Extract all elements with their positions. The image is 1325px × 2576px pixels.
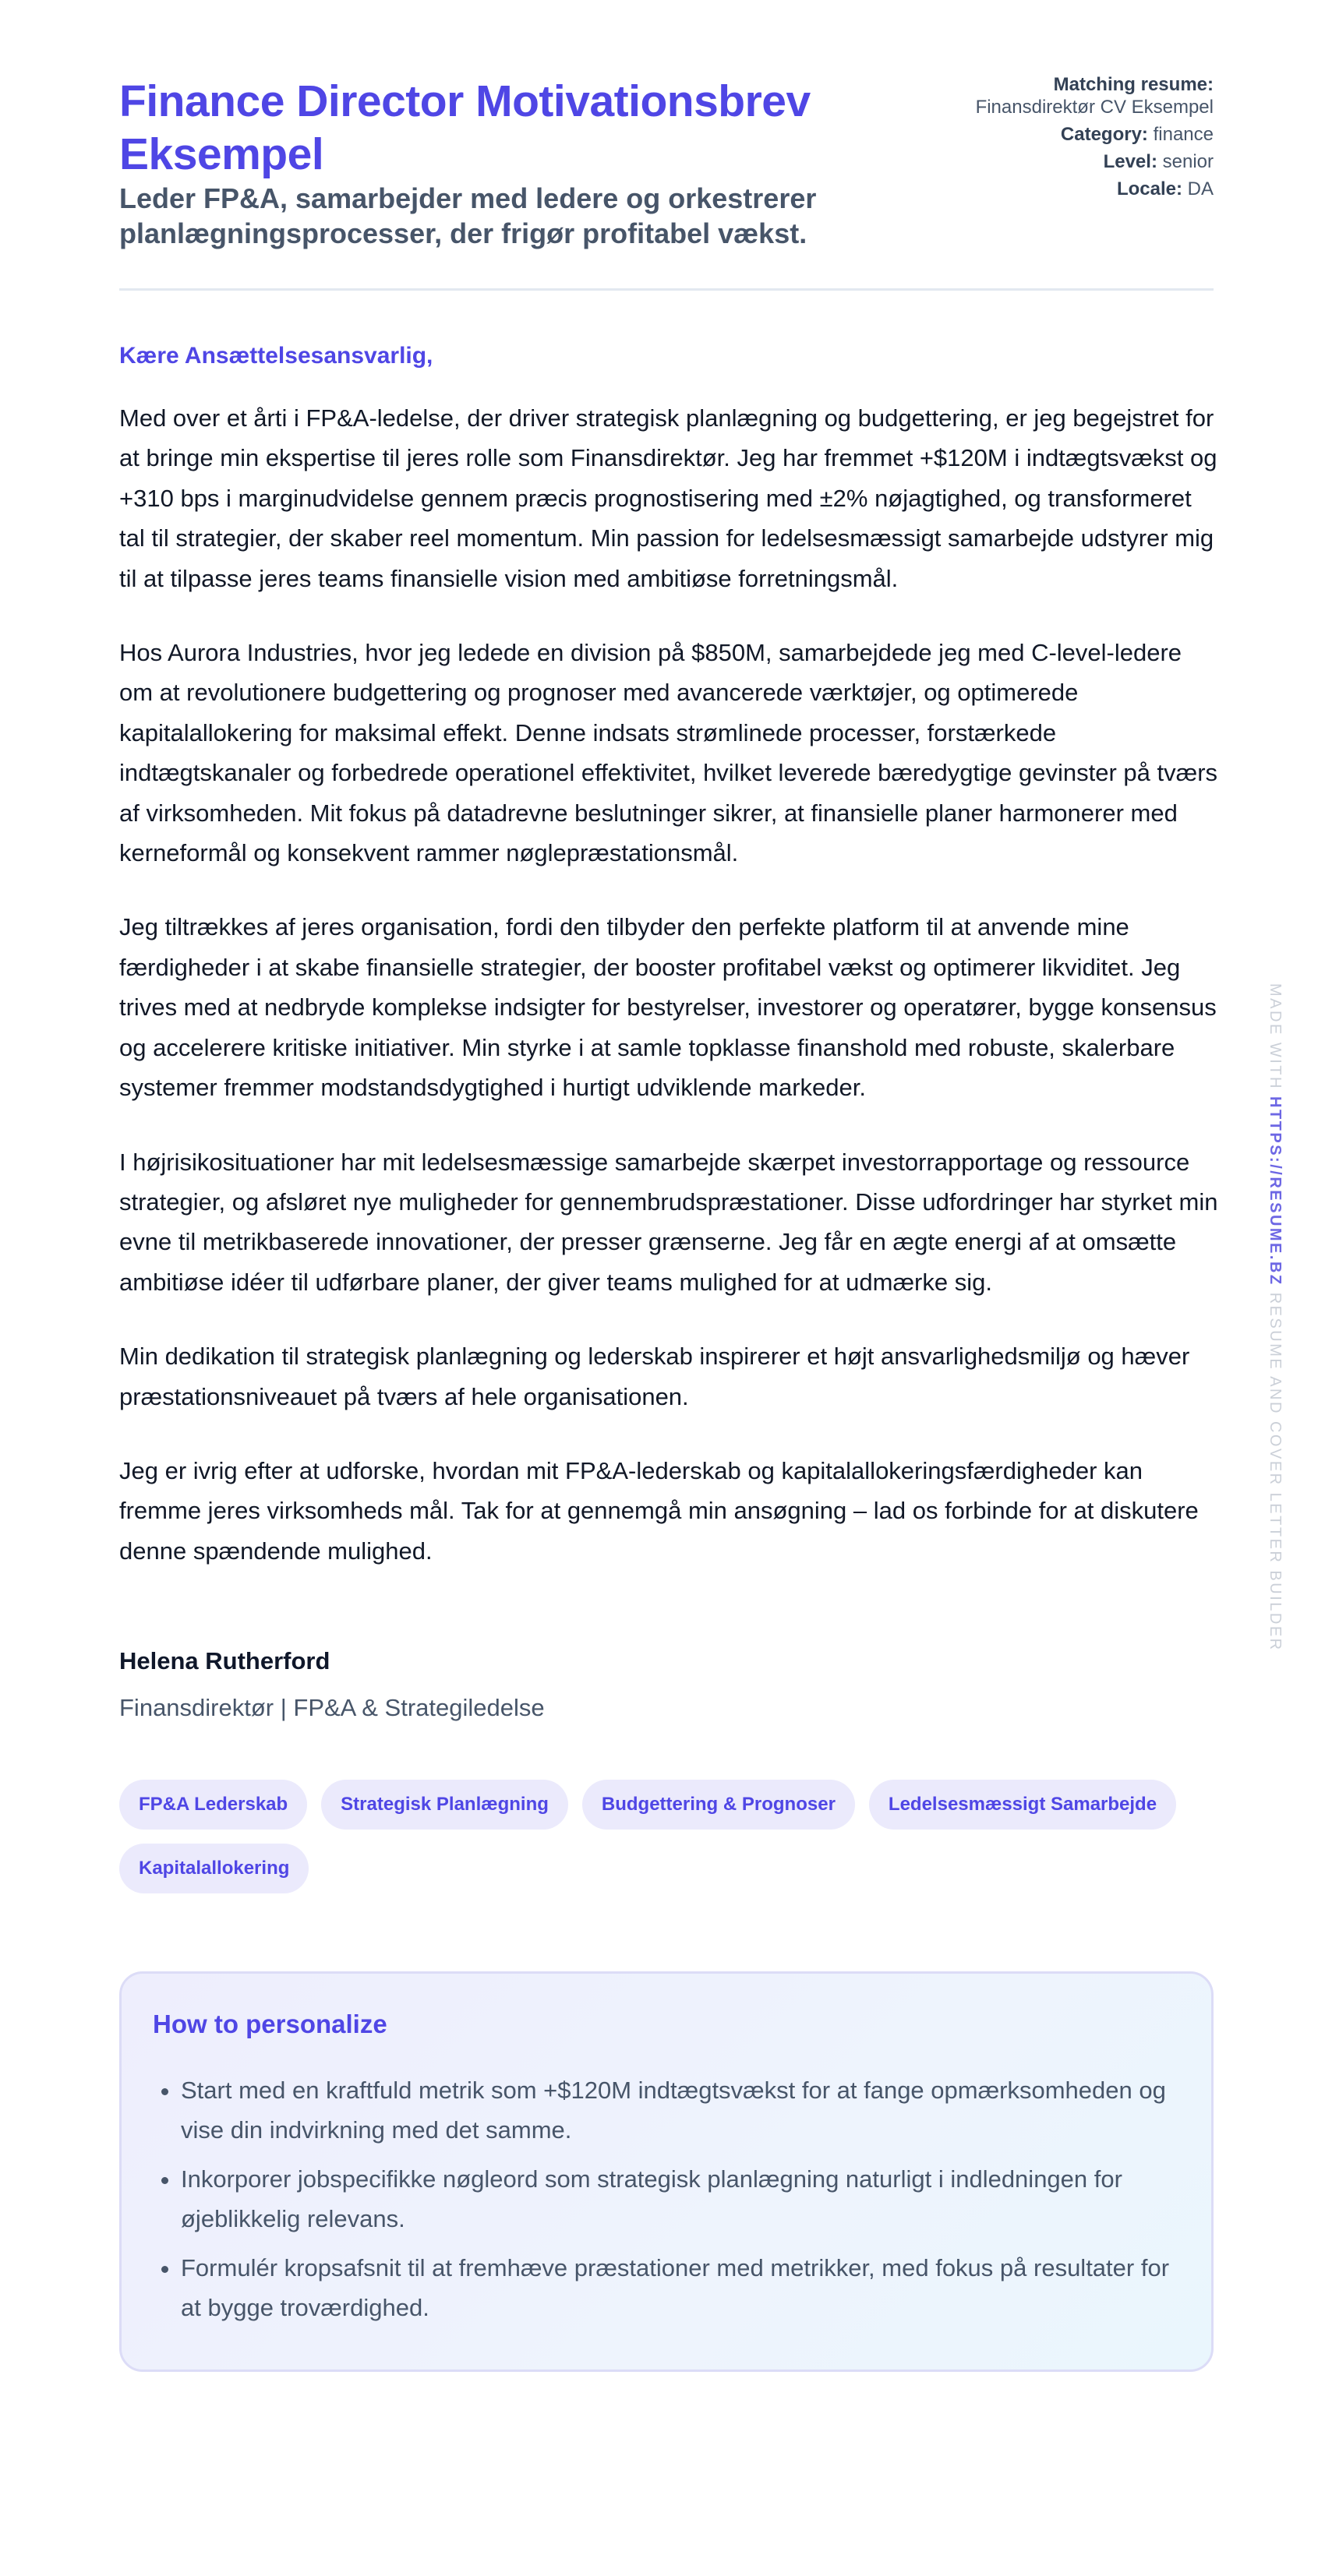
page-header: [119, 0, 1214, 291]
meta-level-value: senior: [1162, 151, 1214, 172]
watermark-prefix: MADE WITH: [1267, 983, 1284, 1090]
skill-tag[interactable]: Budgettering & Prognoser: [582, 1780, 855, 1830]
letter-paragraph: Jeg tiltrækkes af jeres organisation, fordi den tilbyder den perfekte platform til at anvende mine færdigheder i at skabe finansielle strategier, der booster profitabel vækst og optimerer likviditet. Jeg trives med at nedbryde komplekse indsigter for bestyrelser, investorer og operatører, bygge konsensus og accelerere kritiske initiativer. Min styrke i at samle topklasse finanshold med robuste, skalerbare systemer fremmer modstandsdygtighed i hurtigt udviklende markeder.: [119, 913, 1217, 1102]
meta-category-value: finance: [1153, 124, 1214, 145]
letter-paragraph: Jeg er ivrig efter at udforske, hvordan mit FP&A-lederskab og kapitalallokeringsfærdigheder kan fremme jeres virksomheds mål. Tak for at gennemgå min ansøgning – lad os forbinde for at diskutere denne spændende mulighed.: [119, 1456, 1199, 1565]
tip-item: • Inkorporer jobspecifikke nøgleord som strategisk planlægning naturligt i indledningen for øjeblikkelig relevans.: [181, 2159, 1180, 2239]
watermark-link[interactable]: HTTPS://RESUME.BZ: [1267, 1096, 1284, 1286]
letter-paragraph: I højrisikosituationer har mit ledelsesmæssige samarbejde skærpet investorrapportage og ressource strategier, og afsløret nye muligheder for gennembrudspræstationer. Disse udfordringer har styrket min evne til metrikbaserede innovationer, der presser grænserne. Jeg får en ægte energi af at omsætte ambitiøse idéer til udførbare planer, der giver teams mulighed for at udmærke sig.: [119, 1148, 1218, 1296]
letter-body: [119, 341, 1218, 1724]
letter-greeting: Kære Ansættelsesansvarlig,: [119, 343, 433, 369]
meta-matching-resume: [964, 73, 1214, 118]
meta-matching-resume-label: Matching resume:: [1053, 74, 1214, 95]
tip-item: • Start med en kraftfuld metrik som +$120M indtægtsvækst for at fange opmærksomheden og vise din indvirkning med det samme.: [181, 2070, 1180, 2150]
meta-locale-label: Locale:: [1116, 178, 1182, 199]
meta-matching-resume-link[interactable]: Finansdirektør CV Eksempel: [975, 97, 1214, 118]
meta-level-label: Level:: [1103, 151, 1157, 172]
skill-tags: [119, 1780, 1214, 1893]
side-watermark: [1266, 983, 1284, 1652]
tip-item: • Formulér kropsafsnit til at fremhæve præstationer med metrikker, med fokus på resultater for at bygge troværdighed.: [181, 2248, 1180, 2327]
meta-category: [964, 123, 1214, 146]
tips-title: How to personalize: [153, 2010, 387, 2039]
signature-name: Helena Rutherford: [119, 1647, 330, 1675]
skill-tag[interactable]: Strategisk Planlægning: [321, 1780, 568, 1830]
meta-locale: [964, 178, 1214, 200]
letter-paragraph: Hos Aurora Industries, hvor jeg ledede en division på $850M, samarbejdede jeg med C-level-ledere om at revolutionere budgettering og prognoser med avancerede værktøjer, og optimerede kapitalallokering for maksimal effekt. Denne indsats strømlinede processer, forstærkede indtægtskanaler og forbedrede operationel effektivitet, hvilket leverede bæredygtige gevinster på tværs af virksomheden. Mit fokus på datadrevne beslutninger sikrer, at finansielle planer harmonerer med kerneformål og konsekvent rammer nøglepræstationsmål.: [119, 639, 1218, 867]
letter-paragraph: Med over et årti i FP&A-ledelse, der driver strategisk planlægning og budgettering, er jeg begejstret for at bringe min ekspertise til jeres rolle som Finansdirektør. Jeg har fremmet +$120M i indtægtsvækst og +310 bps i marginudvidelse gennem præcis prognostisering med ±2% nøjagtighed, og transformeret tal til strategier, der skaber reel momentum. Min passion for ledelsesmæssigt samarbejde udstyrer mig til at tilpasse jeres teams finansielle vision med ambitiøse forretningsmål.: [119, 404, 1217, 592]
skill-tag[interactable]: Ledelsesmæssigt Samarbejde: [869, 1780, 1176, 1830]
meta-level: [964, 150, 1214, 173]
cover-letter-page: [119, 0, 1218, 2372]
signature-title: Finansdirektør | FP&A & Strategiledelse: [119, 1694, 545, 1722]
signature-block: [119, 1646, 1214, 1724]
page-subtitle: Leder FP&A, samarbejder med ledere og orkestrerer planlægningsprocesser, der frigør profitabel vækst.: [119, 182, 817, 249]
watermark-suffix: RESUME AND COVER LETTER BUILDER: [1267, 1292, 1284, 1652]
meta-panel: [964, 73, 1214, 205]
page-title: Finance Director Motivationsbrev Eksempel: [119, 76, 811, 179]
tips-list: [153, 2070, 1180, 2327]
personalize-tips-box: [119, 1971, 1214, 2372]
meta-locale-value: DA: [1187, 178, 1214, 199]
letter-paragraph: Min dedikation til strategisk planlægning og lederskab inspirerer et højt ansvarlighedsmiljø og hæver præstationsniveauet på tværs af hele organisationen.: [119, 1343, 1190, 1410]
skill-tag[interactable]: Kapitalallokering: [119, 1844, 309, 1893]
meta-category-label: Category:: [1060, 124, 1148, 145]
skill-tag[interactable]: FP&A Lederskab: [119, 1780, 307, 1830]
